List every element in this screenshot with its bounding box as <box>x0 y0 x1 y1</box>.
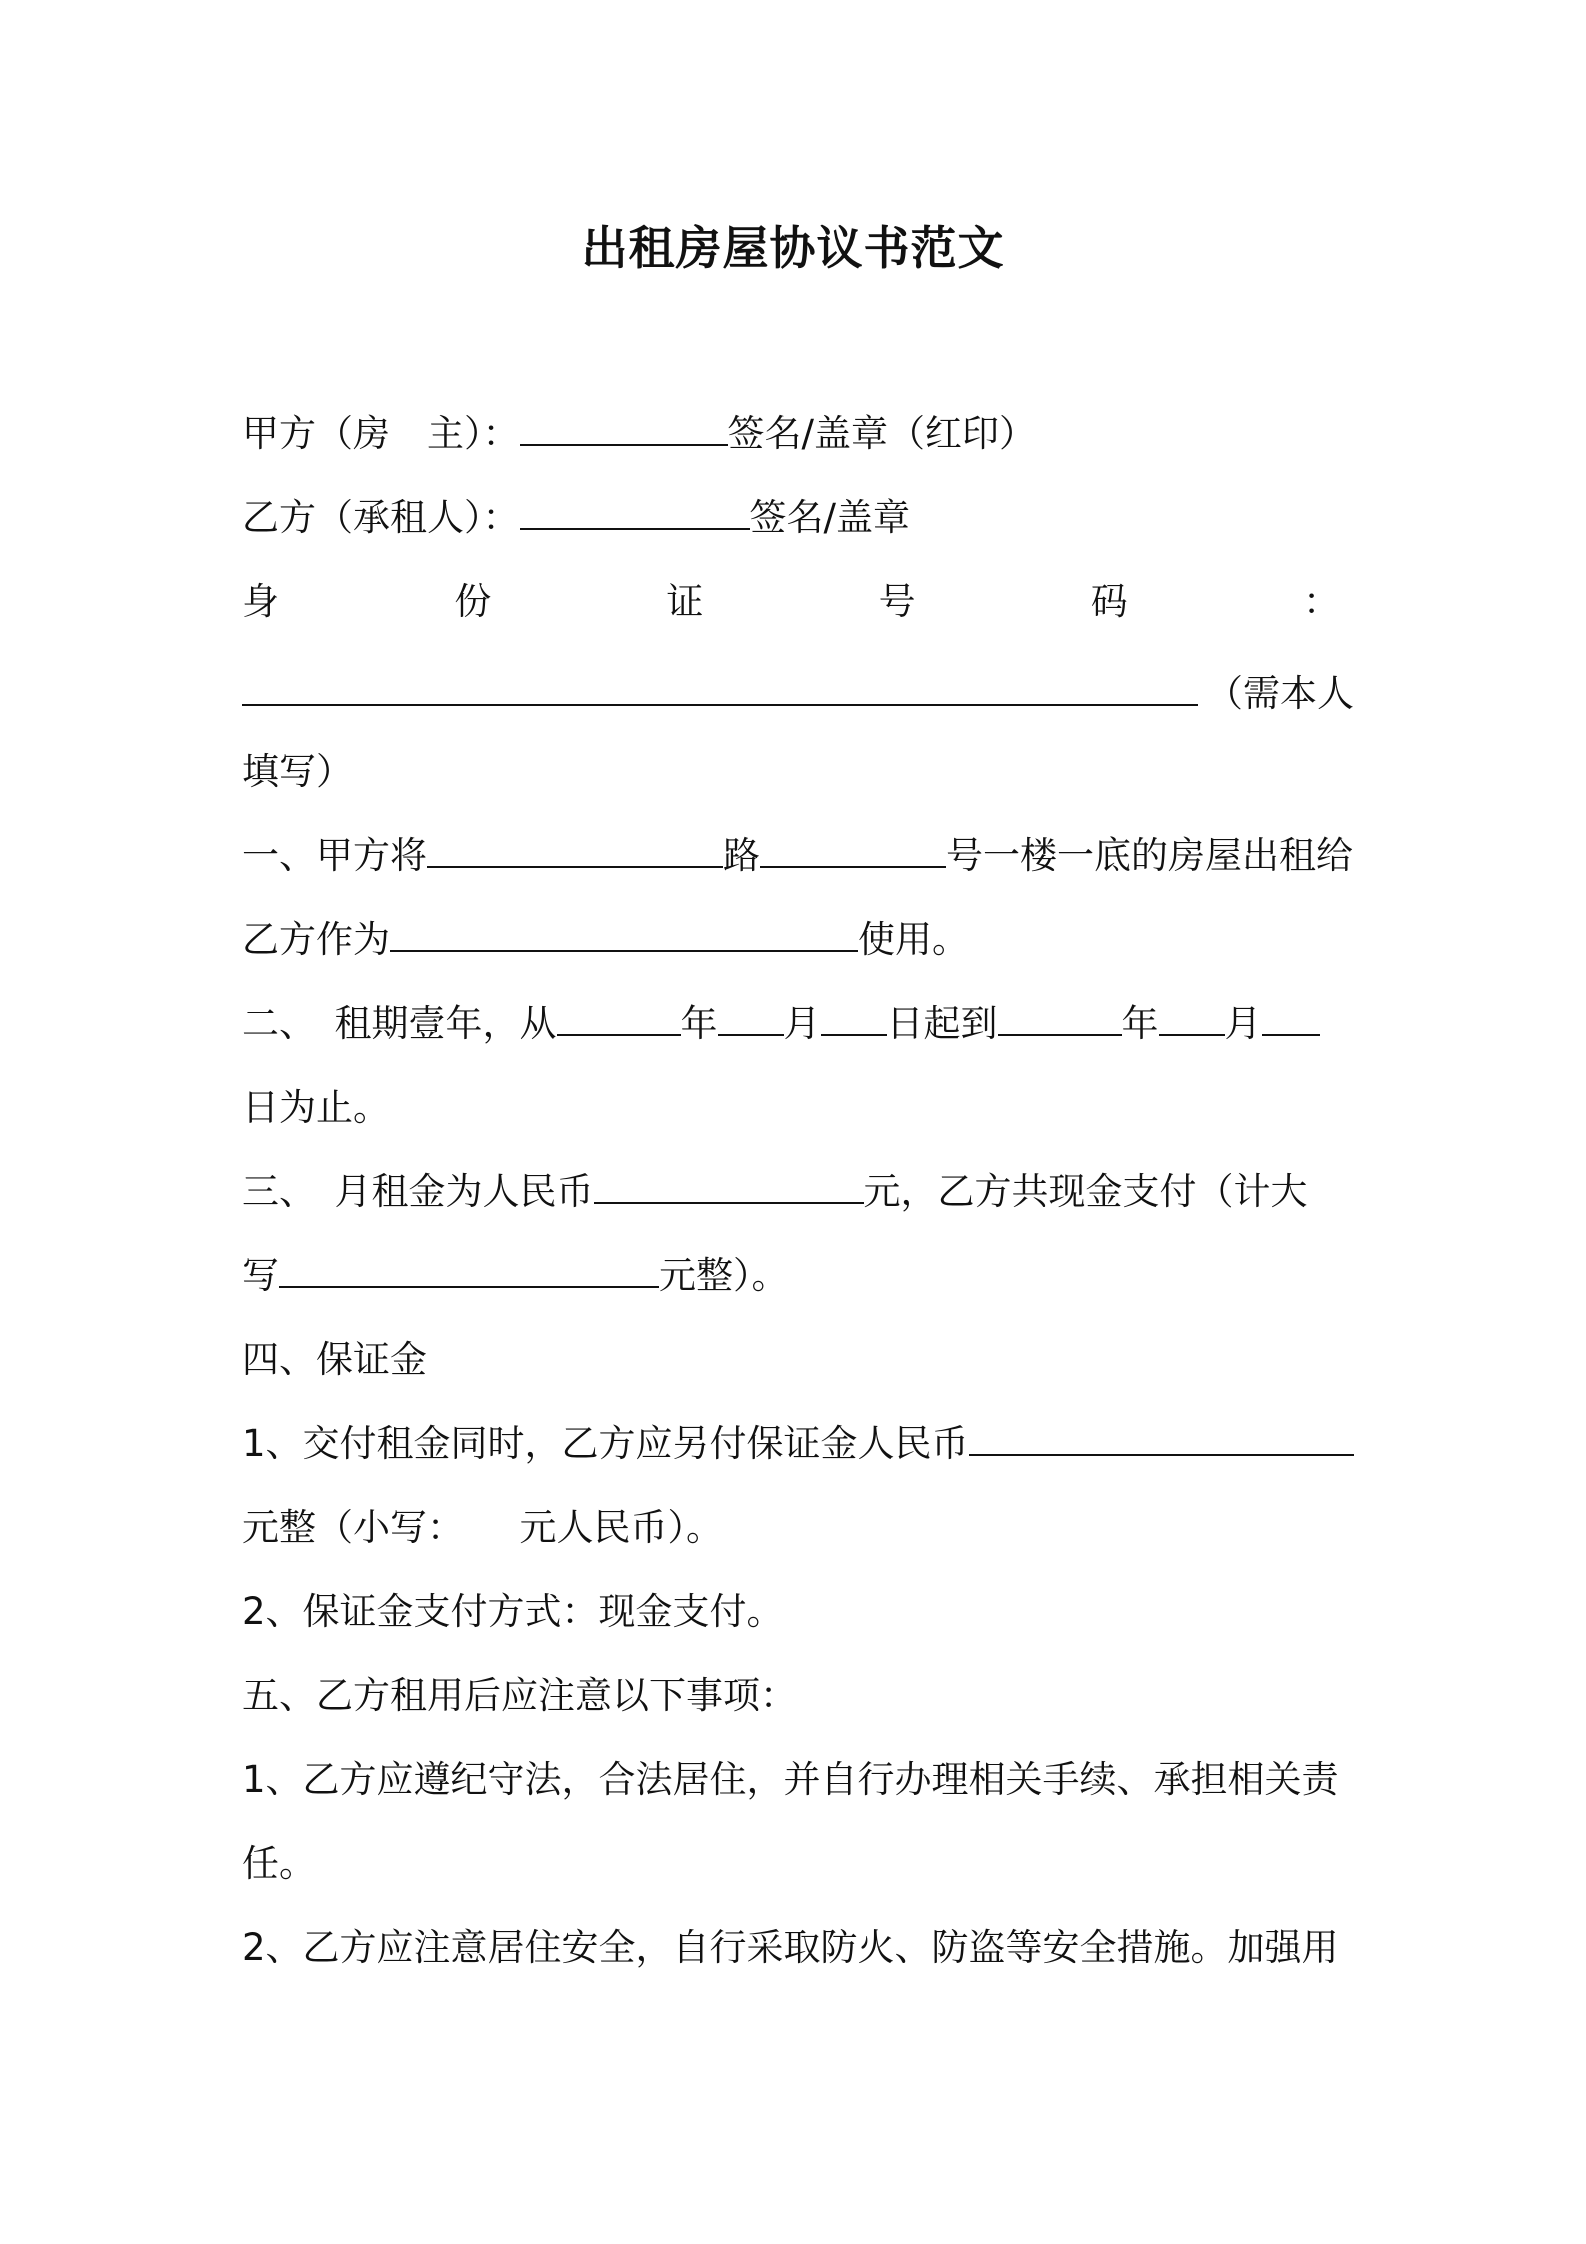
id-char-5: 码 <box>1090 580 1128 623</box>
usage-blank[interactable] <box>390 912 858 952</box>
clause-1-line-1 <box>242 826 1354 886</box>
clause-1-line2-prefix: 乙方作为 <box>242 918 390 961</box>
party-b-label: 乙方（承租人）： <box>242 496 520 539</box>
number-blank[interactable] <box>760 828 946 868</box>
clause-3-line2-suffix: 元整）。 <box>659 1254 789 1297</box>
clause-3-line-2 <box>242 1246 1354 1306</box>
clause-2-month2: 月 <box>1224 1002 1262 1045</box>
road-blank[interactable] <box>427 828 723 868</box>
clause-2-prefix: 二、 租期壹年，从 <box>242 1002 557 1045</box>
clause-4-item-2: 2、保证金支付方式：现金支付。 <box>242 1590 784 1633</box>
clause-4-item-1-line-2: 元整（小写： 元人民币）。 <box>242 1506 723 1549</box>
clause-1-line-2 <box>242 910 1354 970</box>
party-a-label: 甲方（房 主）： <box>242 412 520 455</box>
party-b-blank[interactable] <box>520 490 750 530</box>
clause-5-item-1-line-2: 任。 <box>242 1842 316 1885</box>
rent-in-words-blank[interactable] <box>279 1248 659 1288</box>
deposit-amount-blank[interactable] <box>969 1416 1354 1456</box>
party-a-line <box>242 404 1354 464</box>
clause-1-prefix: 一、甲方将 <box>242 834 427 877</box>
party-b-signature-note: 签名/盖章 <box>749 496 910 539</box>
clause-1-road: 路 <box>723 834 760 877</box>
party-a-signature-note: 签名/盖章（红印） <box>727 412 1036 455</box>
party-a-blank[interactable] <box>520 406 728 446</box>
id-number-note: （需本人 <box>1206 672 1354 715</box>
clause-2-line-1 <box>242 994 1354 1054</box>
monthly-rent-blank[interactable] <box>594 1164 864 1204</box>
clause-2-line-2: 日为止。 <box>242 1086 390 1129</box>
id-char-3: 证 <box>666 580 704 623</box>
clause-3-line-1 <box>242 1162 1354 1222</box>
start-day-blank[interactable] <box>821 996 887 1036</box>
clause-5-heading: 五、乙方租用后应注意以下事项： <box>242 1674 797 1717</box>
party-b-line <box>242 488 1354 548</box>
clause-4-item-1-line-1 <box>242 1414 1354 1474</box>
end-day-blank[interactable] <box>1262 996 1320 1036</box>
start-year-blank[interactable] <box>557 996 681 1036</box>
clause-2-year2: 年 <box>1121 1002 1159 1045</box>
id-char-6: ： <box>1302 580 1340 623</box>
document-title: 出租房屋协议书范文 <box>581 221 1005 275</box>
clause-2-day1: 日起到 <box>886 1002 998 1045</box>
clause-2-year1: 年 <box>680 1002 718 1045</box>
id-char-4: 号 <box>878 580 916 623</box>
id-char-2: 份 <box>454 580 492 623</box>
id-number-blank-line <box>242 664 1354 724</box>
clause-3-prefix: 三、 月租金为人民币 <box>242 1170 594 1213</box>
end-year-blank[interactable] <box>998 996 1122 1036</box>
id-number-blank[interactable] <box>242 666 1198 706</box>
clause-1-suffix: 号一楼一底的房屋出租给 <box>946 834 1353 877</box>
clause-5-item-2-line-1: 2、乙方应注意居住安全，自行采取防火、防盗等安全措施。加强用 <box>242 1926 1339 1969</box>
clause-4-heading: 四、保证金 <box>242 1338 427 1381</box>
id-number-note-continued: 填写） <box>242 750 353 793</box>
id-char-1: 身 <box>242 580 279 623</box>
clause-1-line2-suffix: 使用。 <box>858 918 969 961</box>
end-month-blank[interactable] <box>1159 996 1225 1036</box>
clause-2-month1: 月 <box>783 1002 821 1045</box>
clause-4-item-1-prefix: 1、交付租金同时，乙方应另付保证金人民币 <box>242 1422 969 1465</box>
start-month-blank[interactable] <box>718 996 784 1036</box>
clause-3-middle: 元，乙方共现金支付（计大 <box>863 1170 1308 1213</box>
clause-3-line2-prefix: 写 <box>242 1254 279 1297</box>
clause-5-item-1-line-1: 1、乙方应遵纪守法，合法居住，并自行办理相关手续、承担相关责 <box>242 1758 1339 1801</box>
id-number-label-line <box>242 572 1340 632</box>
